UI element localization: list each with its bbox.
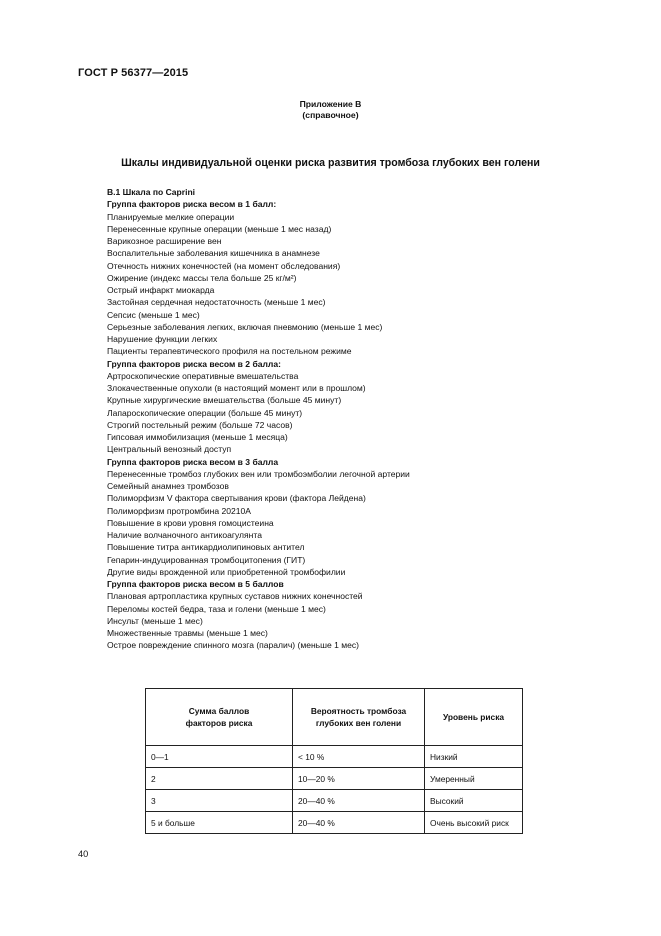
list-item: Застойная сердечная недостаточность (меньше 1 мес) xyxy=(107,297,326,308)
table-cell: Очень высокий риск xyxy=(425,812,523,834)
table-cell: 2 xyxy=(146,768,293,790)
list-item: Планируемые мелкие операции xyxy=(107,211,235,222)
list-item: Ожирение (индекс массы тела больше 25 кг/м²) xyxy=(107,272,297,283)
table-row xyxy=(146,790,523,812)
list-item: Строгий постельный режим (больше 72 часов) xyxy=(107,419,293,430)
table-cell: 3 xyxy=(146,790,293,812)
list-item: Центральный венозный доступ xyxy=(107,444,232,455)
list-item: Повышение в крови уровня гомоцистеина xyxy=(107,517,274,528)
list-item: Нарушение функции легких xyxy=(107,334,218,344)
table-cell: 5 и больше xyxy=(146,812,293,834)
table-header-row xyxy=(146,689,523,746)
annex-heading xyxy=(0,99,661,120)
list-item: Острый инфаркт миокарда xyxy=(107,285,215,295)
standard-code: ГОСТ Р 56377—2015 xyxy=(78,67,189,79)
risk-table xyxy=(145,688,523,834)
table-cell: 20—40 % xyxy=(293,790,425,812)
list-item: Лапароскопические операции (больше 45 минут) xyxy=(107,407,303,418)
list-item: Семейный анамнез тромбозов xyxy=(107,481,229,491)
table-cell: < 10 % xyxy=(293,746,425,768)
list-item: Острое повреждение спинного мозга (паралич) (меньше 1 мес) xyxy=(107,640,359,651)
table-cell: 0—1 xyxy=(146,746,293,768)
list-item: Другие виды врожденной или приобретенной тромбофилии xyxy=(107,566,346,577)
list-item: Отечность нижних конечностей (на момент обследования) xyxy=(107,260,341,271)
main-title: Шкалы индивидуальной оценки риска развития тромбоза глубоких вен голени xyxy=(121,157,540,169)
section-heading: Группа факторов риска весом в 2 балла: xyxy=(107,358,281,369)
list-item: Перенесенные крупные операции (меньше 1 мес назад) xyxy=(107,223,332,234)
risk-table-container xyxy=(145,688,523,834)
list-item: Полиморфизм протромбина 20210А xyxy=(107,505,251,516)
section-heading: Группа факторов риска весом в 5 баллов xyxy=(107,579,284,589)
list-item: Повышение титра антикардиолипиновых антител xyxy=(107,542,305,553)
list-item: Серьезные заболевания легких, включая пневмонию (меньше 1 мес) xyxy=(107,321,383,332)
risk-factor-list xyxy=(107,186,577,652)
list-item: Инсульт (меньше 1 мес) xyxy=(107,615,203,626)
table-row xyxy=(146,812,523,834)
section-heading: В.1 Шкала по Caprini xyxy=(107,187,196,197)
table-cell: Высокий xyxy=(425,790,523,812)
list-item: Гепарин-индуцированная тромбоцитопения (ГИТ) xyxy=(107,554,306,565)
list-item: Крупные хирургические вмешательства (больше 45 минут) xyxy=(107,395,342,406)
list-item: Полиморфизм V фактора свертывания крови (фактора Лейдена) xyxy=(107,493,366,504)
annex-note: (справочное) xyxy=(302,109,359,120)
list-item: Артроскопические оперативные вмешательства xyxy=(107,370,299,381)
list-item: Гипсовая иммобилизация (меньше 1 месяца) xyxy=(107,432,288,442)
header-probability: Вероятность тромбоза глубоких вен голени xyxy=(293,689,425,746)
table-row xyxy=(146,746,523,768)
list-item: Воспалительные заболевания кишечника в анамнезе xyxy=(107,248,320,259)
list-item: Сепсис (меньше 1 мес) xyxy=(107,309,200,320)
section-heading: Группа факторов риска весом в 1 балл: xyxy=(107,199,277,210)
list-item: Плановая артропластика крупных суставов нижних конечностей xyxy=(107,591,363,602)
section-heading: Группа факторов риска весом в 3 балла xyxy=(107,456,279,467)
list-item: Переломы костей бедра, таза и голени (меньше 1 мес) xyxy=(107,603,326,614)
table-cell: 20—40 % xyxy=(293,812,425,834)
list-item: Варикозное расширение вен xyxy=(107,236,222,246)
table-row xyxy=(146,768,523,790)
page-number: 40 xyxy=(78,849,89,859)
table-cell: 10—20 % xyxy=(293,768,425,790)
list-item: Злокачественные опухоли (в настоящий момент или в прошлом) xyxy=(107,383,366,393)
list-item: Перенесенные тромбоз глубоких вен или тромбоэмболии легочной артерии xyxy=(107,468,410,479)
annex-title: Приложение В xyxy=(299,99,362,109)
list-item: Пациенты терапевтического профиля на постельном режиме xyxy=(107,346,352,357)
header-risk-level: Уровень риска xyxy=(425,689,523,746)
header-score-sum: Сумма баллов факторов риска xyxy=(146,689,293,746)
table-cell: Умеренный xyxy=(425,768,523,790)
list-item: Наличие волчаночного антикоагулянта xyxy=(107,530,262,540)
list-item: Множественные травмы (меньше 1 мес) xyxy=(107,628,268,638)
table-cell: Низкий xyxy=(425,746,523,768)
